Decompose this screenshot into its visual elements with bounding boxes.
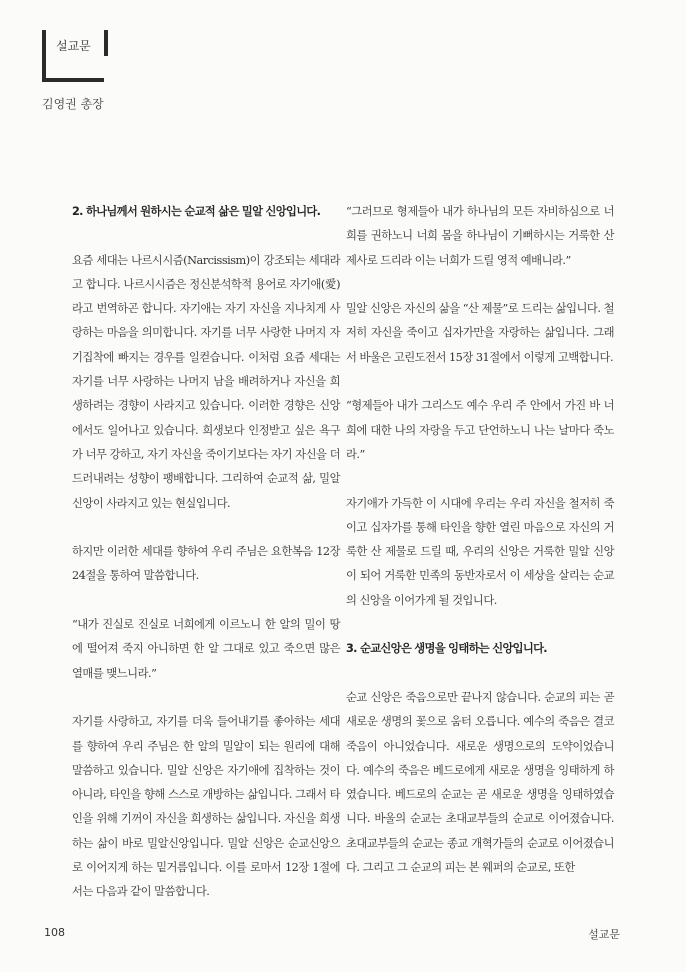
body-paragraph: 자기를 사랑하고, 자기를 더욱 들어내기를 좋아하는 세대를 향하여 우리 주님은 한 알의 밀알이 되는 원리에 대해 말씀하고 있습니다. 밀알 신앙은 자기애에 집착하는 것이 아니라, 타인을 향해 스스로 개방하는 삶입니다. 그래서 타인을 위해 기꺼이 자신을 희생하는 삶입니다. 자신을 희생하는 삶이 바로 밀알신앙입니다. 밀알 신앙은 순교신앙으로 이어지게 하는 밑거름입니다. 이를 로마서 12장 1절에서는 다음과 같이 말씀합니다. [72,715,340,899]
left-column [72,200,340,929]
section-heading-3: 3. 순교신앙은 생명을 잉태하는 신앙입니다. [346,642,547,656]
author-name: 김영권 총장 [42,97,104,111]
scripture-quote: “그러므로 형제들아 내가 하나님의 모든 자비하심으로 너희를 권하노니 너희 몸을 하나님이 기뻐하시는 거룩한 산 제사로 드리라 이는 너희가 드릴 영적 예배니라.” [346,205,614,267]
page-number: 108 [44,926,65,939]
body-paragraph: 하지만 이러한 세대를 향하여 우리 주님은 요한복음 12장 24절을 통하여 말씀합니다. [72,545,340,583]
body-paragraph: 순교 신앙은 죽음으로만 끝나지 않습니다. 순교의 피는 곧 새로운 생명의 꽃으로 움터 오릅니다. 예수의 죽음은 결코 죽음이 아니었습니다. 새로운 생명으로의 도약이었습니다. 예수의 죽음은 베드로에게 새로운 생명을 잉태하게 하였습니다. 베드로의 순교는 곧 새로운 생명을 잉태하였습니다. 바울의 순교는 초대교부들의 순교로 이어졌습니다. 초대교부들의 순교는 종교 개혁가들의 순교로 이어졌습니다. 그리고 그 순교의 피는 본 웨퍼의 순교로, 또한 [346,690,614,875]
right-column [346,200,614,905]
section-label: 설교문 [56,39,91,53]
section-heading-2: 2. 하나님께서 원하시는 순교적 삶은 밀알 신앙입니다. [72,205,321,218]
footer-section-label: 설교문 [588,928,620,941]
scripture-quote: “내가 진실로 진실로 너희에게 이르노니 한 알의 밀이 땅에 떨어져 죽지 아니하면 한 알 그대로 있고 죽으면 많은 열매를 맺느니라.” [72,618,340,680]
scripture-quote: “형제들아 내가 그리스도 예수 우리 주 안에서 가진 바 너희에 대한 나의 자랑을 두고 단언하노니 나는 날마다 죽노라.” [346,399,614,461]
section-header-frame [42,30,104,82]
body-paragraph: 자기애가 가득한 이 시대에 우리는 우리 자신을 철저히 죽이고 십자가를 통해 타인을 향한 열린 마음으로 자신의 거룩한 산 제물로 드릴 때, 우리의 신앙은 거룩한 밀알 신앙이 되어 거룩한 민족의 동반자로서 이 세상을 살리는 순교의 신앙을 이어가게 될 것입니다. [346,496,614,607]
body-paragraph: 밀알 신앙은 자신의 삶을 “산 제물”로 드리는 삶입니다. 철저히 자신을 죽이고 십자가만을 자랑하는 삶입니다. 그래서 바울은 고린도전서 15장 31절에서 이렇게 고백합니다. [346,302,614,364]
body-paragraph: 요즘 세대는 나르시시즘(Narcissism)이 강조되는 세대라고 합니다. 나르시시즘은 정신분석학적 용어로 자기애(愛)라고 번역하곤 합니다. 자기애는 자기 자신을 지나치게 사랑하는 마음을 의미합니다. 자기를 너무 사랑한 나머지 자기집착에 빠지는 경우를 일컫습니다. 이처럼 요즘 세대는 자기를 너무 사랑하는 나머지 남을 배려하거나 자신을 희생하려는 경향이 사라지고 있습니다. 이러한 경향은 신앙에서도 일어나고 있습니다. 희생보다 인정받고 싶은 욕구가 너무 강하고, 자기 자신을 죽이기보다는 자기 자신을 더 드러내려는 성향이 팽배합니다. 그리하여 순교적 삶, 밀알 신앙이 사라지고 있는 현실입니다. [72,253,340,510]
